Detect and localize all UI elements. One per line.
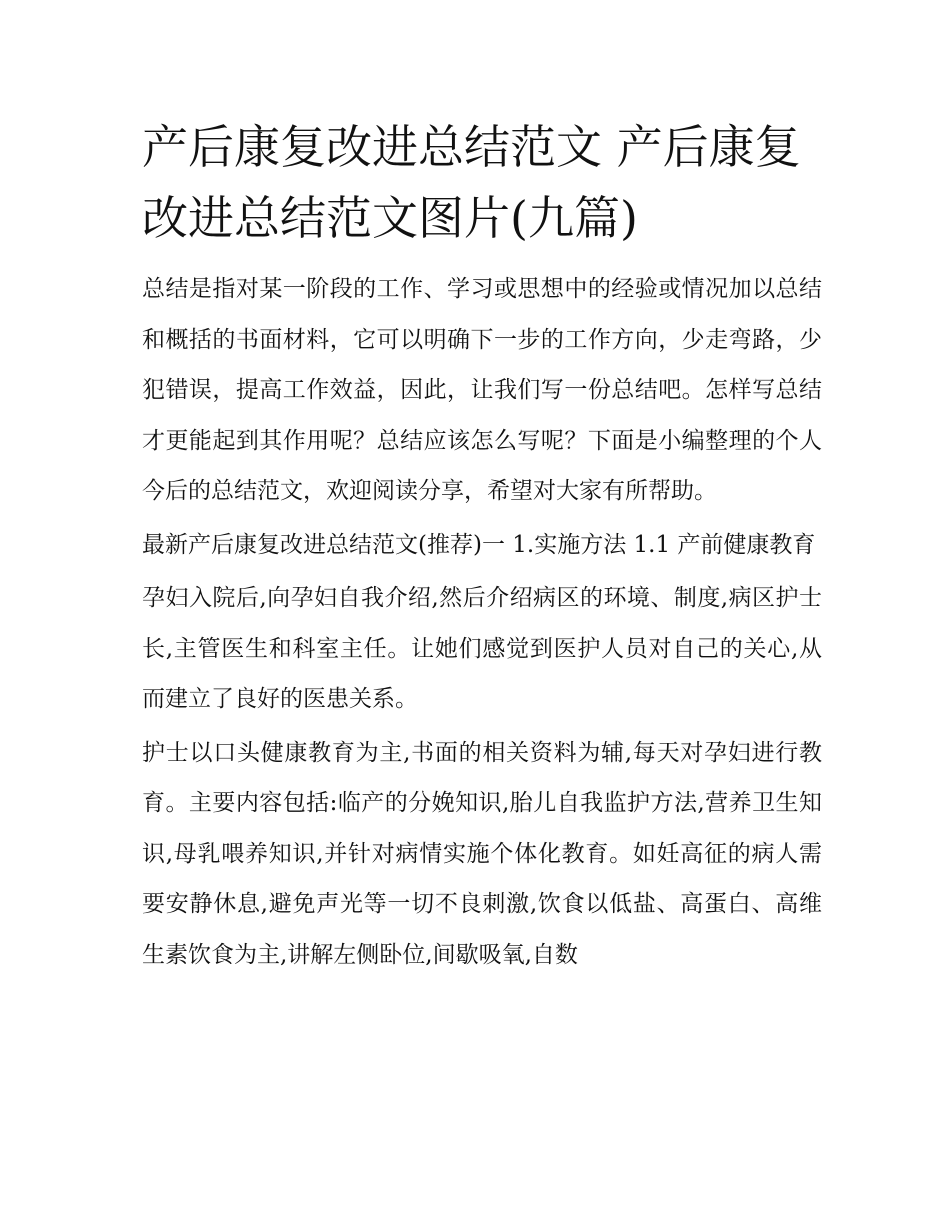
admission-paragraph: 孕妇入院后,向孕妇自我介绍,然后介绍病区的环境、制度,病区护士长,主管医生和科室主任。让她们感觉到医护人员对自己的关心,从而建立了良好的医患关系。 [142, 585, 822, 712]
document-body [142, 112, 822, 983]
section-heading-paragraph: 最新产后康复改进总结范文(推荐)一 1.实施方法 1.1 产前健康教育 [142, 531, 816, 558]
document-title: 产后康复改进总结范文 产后康复改进总结范文图片(九篇) [142, 120, 801, 245]
intro-paragraph: 总结是指对某一阶段的工作、学习或思想中的经验或情况加以总结和概括的书面材料，它可以明确下一步的工作方向，少走弯路，少犯错误，提高工作效益，因此，让我们写一份总结吧。怎样写总结才更能起到其作用呢？总结应该怎么写呢？下面是小编整理的个人今后的总结范文，欢迎阅读分享，希望对大家有所帮助。 [142, 276, 822, 504]
education-paragraph: 护士以口头健康教育为主,书面的相关资料为辅,每天对孕妇进行教育。主要内容包括:临产的分娩知识,胎儿自我监护方法,营养卫生知识,母乳喂养知识,并针对病情实施个体化教育。如妊高征的病人需要安静休息,避免声光等一切不良刺激,饮食以低盐、高蛋白、高维生素饮食为主,讲解左侧卧位,间歇吸氧,自数 [142, 739, 822, 968]
